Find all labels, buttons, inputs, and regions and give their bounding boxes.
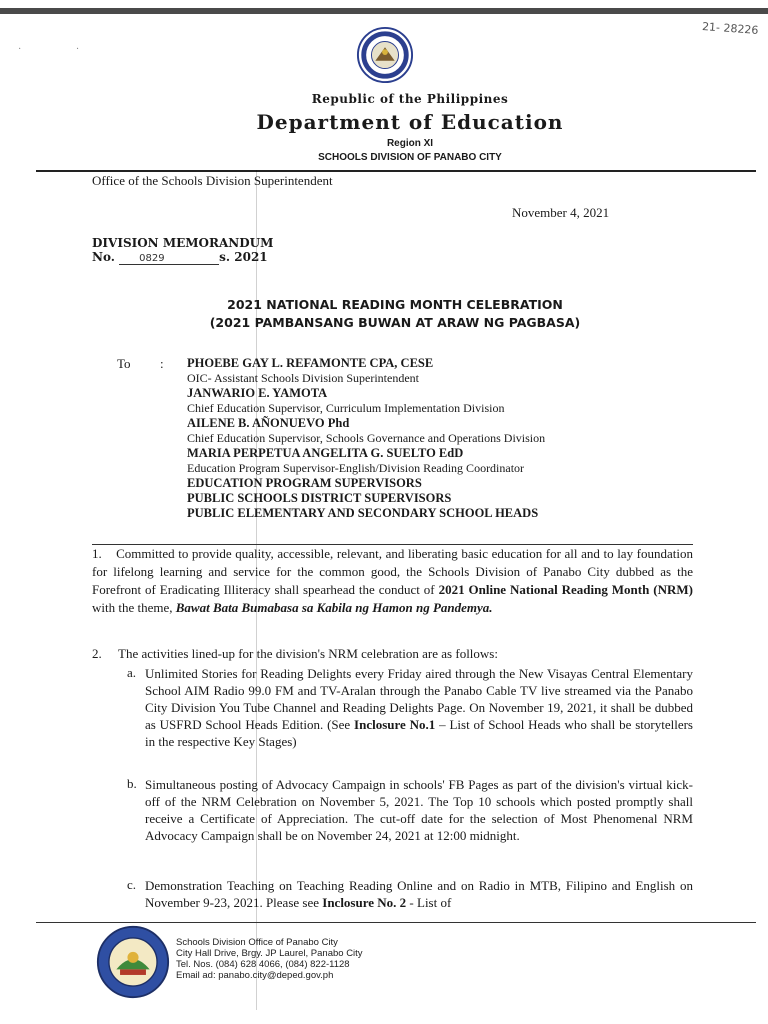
memo-series: s. 2021: [219, 250, 268, 264]
memo-number: 0829: [119, 253, 219, 265]
office-line: Office of the Schools Division Superintendent: [92, 173, 333, 188]
memo-no-label: No.: [92, 250, 115, 264]
footer-divider: [36, 922, 756, 923]
recipient-name: EDUCATION PROGRAM SUPERVISORS: [187, 476, 422, 490]
top-border: [0, 8, 768, 14]
event-name: 2021 Online National Reading Month (NRM): [438, 582, 693, 597]
region-line: Region XI: [386, 138, 434, 149]
item-text: Simultaneous posting of Advocacy Campaign in schools' FB Pages as part of the division's virtual kick-off of the NRM Celebration on November 5, 2021. The Top 10 schools which posted promptly shall receive a Certificate of Appreciation. The cut-off date for the selection of Most Phenomenal NRM Advocacy Campaign shall be on November 24, 2021 at 12:00 midnight.: [145, 777, 693, 843]
item-text: – List of School Heads who shall be storytellers in the respective Key Stages): [145, 717, 693, 749]
scan-specks: · ·: [18, 44, 106, 55]
paragraph-2: [92, 645, 693, 663]
recipient-name: PUBLIC SCHOOLS DISTRICT SUPERVISORS: [187, 491, 452, 505]
list-item: [145, 665, 693, 750]
recipient-role: Chief Education Supervisor, Curriculum Implementation Division: [187, 401, 505, 415]
list-item: [145, 877, 693, 911]
recipient-name: AILENE B. AÑONUEVO Phd: [187, 416, 350, 430]
recipient-name: JANWARIO E. YAMOTA: [187, 386, 328, 400]
recipient-list: [187, 356, 545, 521]
division-line: SCHOOLS DIVISION OF PANABO CITY: [318, 152, 502, 163]
recipient-role: Education Program Supervisor-English/Division Reading Coordinator: [187, 461, 525, 475]
footer-address: City Hall Drive, Brgy. JP Laurel, Panabo City: [176, 948, 363, 959]
title-line-1: 2021 NATIONAL READING MONTH CELEBRATION: [227, 297, 563, 312]
paragraph-1: [92, 545, 693, 617]
recipient-role: Chief Education Supervisor, Schools Governance and Operations Division: [187, 431, 546, 445]
footer-phone: Tel. Nos. (084) 628 4066, (084) 822-1128: [176, 959, 350, 970]
department-name: Department of Education: [256, 110, 564, 134]
item-text: Unlimited Stories for Reading Delights every Friday aired through the New Visayas Central Elementary School AIM Radio 99.0 FM and TV-Aralan through the Panabo Cable TV live streamed via the Panabo City Division You Tube Channel and Reading Delights Page. On November 19, 2021, it shall be dubbed as USFRD School Heads Edition. (See: [145, 666, 693, 732]
list-item: [145, 776, 693, 844]
to-colon: :: [160, 356, 164, 371]
recipient-name: MARIA PERPETUA ANGELITA G. SUELTO EdD: [187, 446, 464, 460]
division-seal-icon: [96, 925, 170, 999]
memo-date: November 4, 2021: [512, 205, 610, 220]
title-line-2: (2021 PAMBANSANG BUWAN AT ARAW NG PAGBASA): [209, 315, 581, 330]
recipient-name: PUBLIC ELEMENTARY AND SECONDARY SCHOOL HEADS: [187, 506, 539, 520]
paragraph-text: Committed to provide quality, accessible, relevant, and liberating basic education for all and to lay foundation for lifelong learning and service for the common good, the Schools Division of Panabo City dubbed as the Forefront of Eradicating Illiteracy shall spearhead the conduct of: [92, 546, 693, 597]
inclosure-ref: Inclosure No.1: [354, 717, 436, 732]
item-letter: c.: [127, 877, 137, 892]
header-divider: [36, 170, 756, 172]
paragraph-text: The activities lined-up for the division's NRM celebration are as follows:: [118, 646, 498, 661]
item-letter: a.: [127, 665, 137, 680]
memo-label: DIVISION MEMORANDUM: [92, 236, 274, 250]
recipient-name: PHOEBE GAY L. REFAMONTE CPA, CESE: [187, 356, 434, 370]
paragraph-number: 2.: [92, 646, 102, 661]
recipient-role: OIC- Assistant Schools Division Superintendent: [187, 371, 419, 385]
to-label: To: [117, 356, 131, 371]
republic-line: Republic of the Philippines: [311, 92, 509, 106]
footer-email: Email ad: panabo.city@deped.gov.ph: [176, 970, 334, 981]
item-letter: b.: [127, 776, 137, 791]
memo-number-line: [92, 250, 273, 265]
paragraph-number: 1.: [92, 546, 102, 561]
handwritten-tracking-number: 21- 28226: [701, 20, 759, 37]
inclosure-ref: Inclosure No. 2: [322, 895, 407, 910]
memo-title: [0, 296, 768, 332]
memo-heading: [92, 236, 273, 265]
item-text: Demonstration Teaching on Teaching Reading Online and on Radio in MTB, Filipino and English on November 9-23, 2021. Please see: [145, 878, 693, 910]
item-text: - List of: [406, 895, 452, 910]
deped-seal-icon: [356, 26, 414, 84]
theme-text: Bawat Bata Bumabasa sa Kabila ng Hamon ng Pandemya.: [175, 600, 493, 615]
footer-contact: [176, 937, 363, 981]
paragraph-text: with the theme,: [92, 600, 176, 615]
footer-office: Schools Division Office of Panabo City: [176, 937, 338, 948]
letterhead: [0, 92, 768, 163]
